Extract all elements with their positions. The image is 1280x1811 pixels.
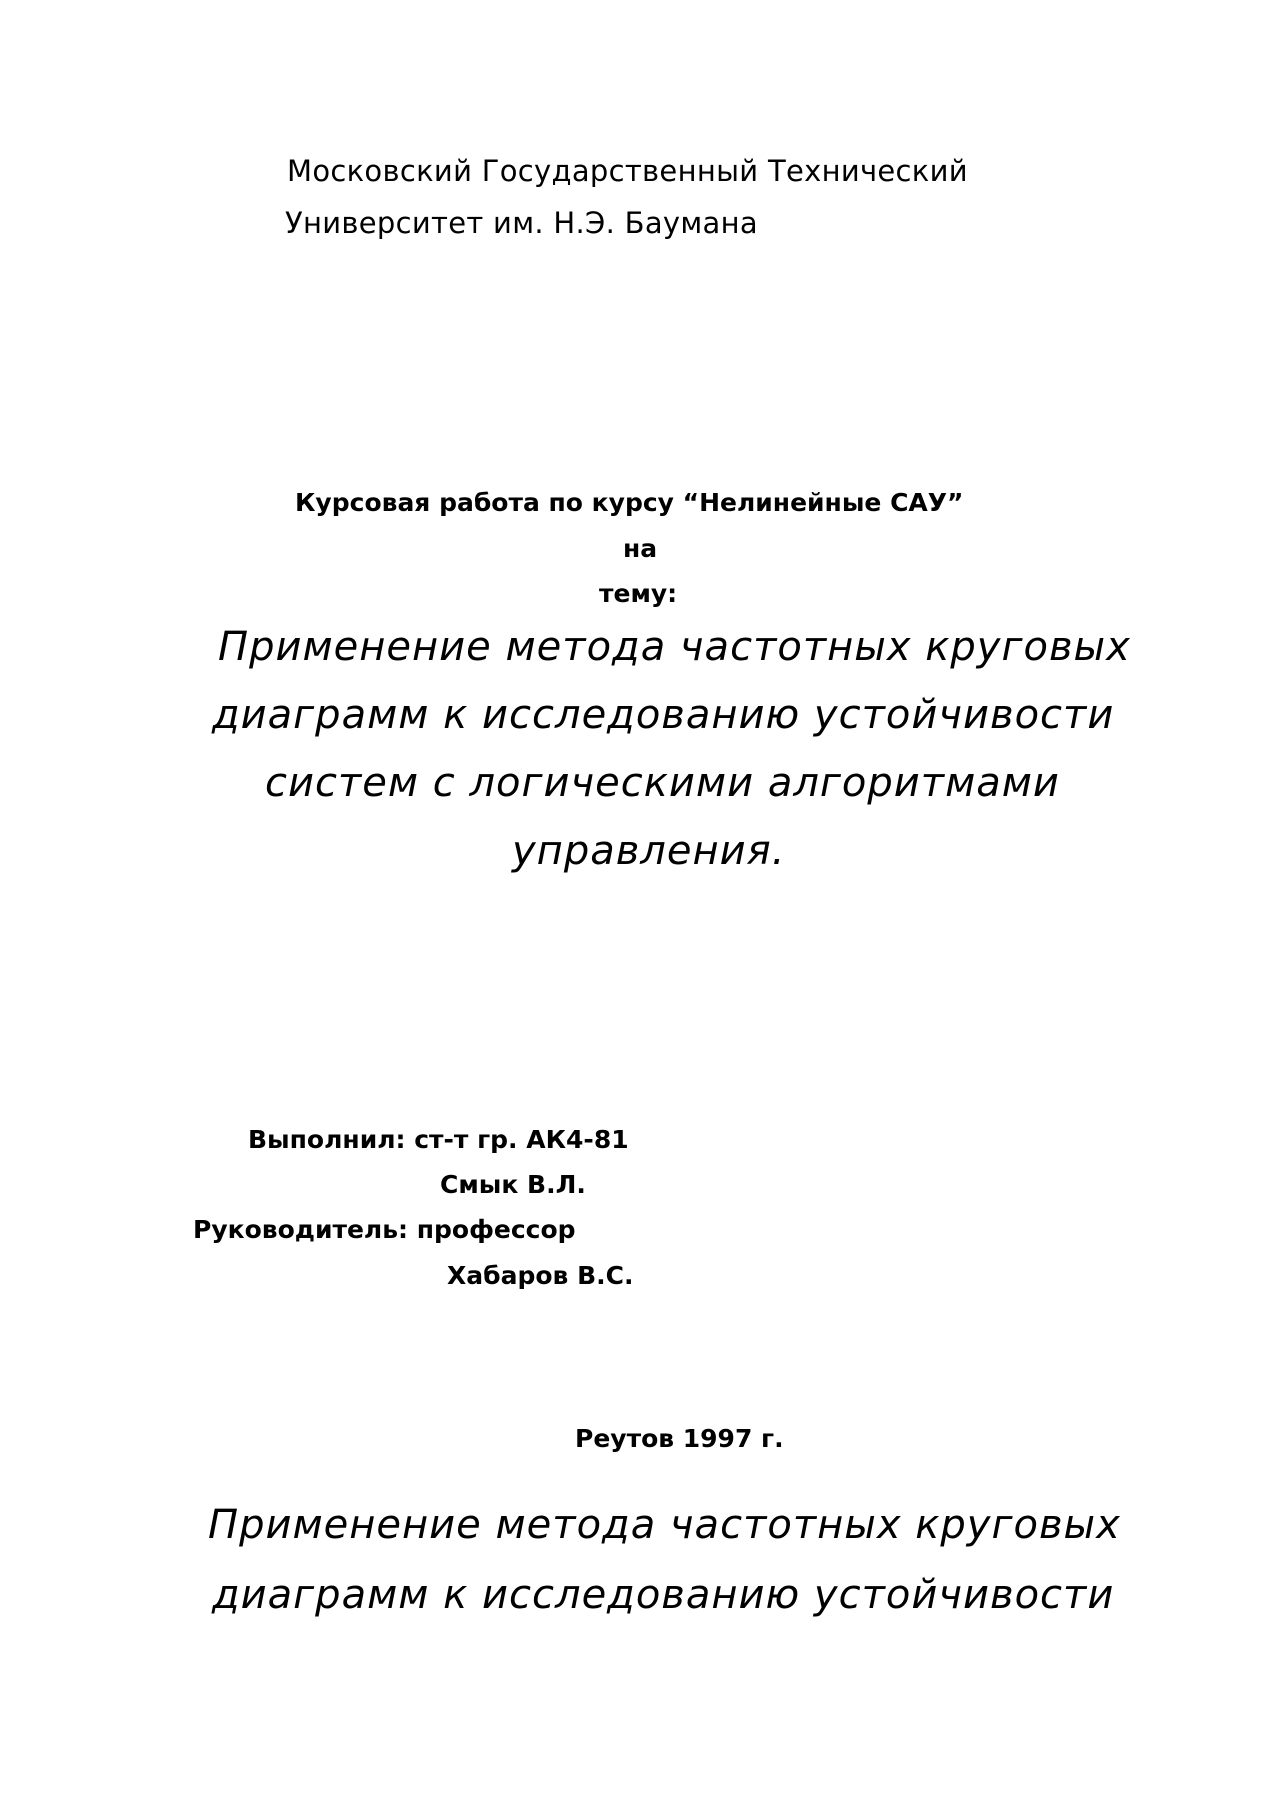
performed-by: Выполнил: ст-т гр. АК4-81 [248,1125,629,1154]
supervisor-label: Руководитель: профессор [193,1215,576,1244]
main-title-line-4: управления. [512,828,786,874]
main-title-line-2: диаграмм к исследованию устойчивости [212,692,1115,738]
student-name: Смык В.Л. [440,1170,586,1199]
coursework-on: на [623,534,658,563]
main-title-line-3: систем с логическими алгоритмами [265,760,1060,806]
supervisor-name: Хабаров В.С. [447,1261,634,1290]
university-name-line-2: Университет им. Н.Э. Баумана [285,206,758,240]
city-year: Реутов 1997 г. [575,1424,784,1453]
coursework-heading: Курсовая работа по курсу “Нелинейные САУ” [295,488,964,517]
repeated-title-line-2: диаграмм к исследованию устойчивости [212,1572,1115,1618]
repeated-title-line-1: Применение метода частотных круговых [208,1502,1121,1548]
university-name-line-1: Московский Государственный Технический [287,154,968,188]
main-title-line-1: Применение метода частотных круговых [218,624,1131,670]
coursework-topic-label: тему: [599,579,678,608]
